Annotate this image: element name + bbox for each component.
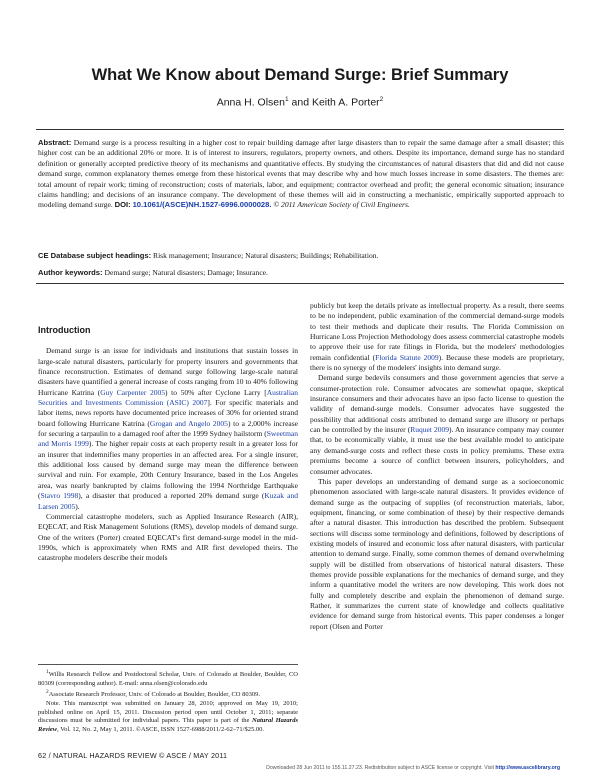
subject-headings-text: Risk management; Insurance; Natural disasters; Buildings; Rehabilitation.: [151, 251, 379, 260]
author-2: Keith A. Porter: [311, 96, 380, 109]
citation-link[interactable]: Florida Statute 2009: [375, 352, 439, 362]
citation-link[interactable]: Kuzak and Larsen 2005: [38, 491, 298, 511]
journal-footer: 62 / NATURAL HAZARDS REVIEW © ASCE / MAY 2011: [38, 751, 228, 760]
text-run: ). An insurance company may counter that, to be economically viable, it must use the best available model to anticipate any demand-surge costs and reflect these costs in policy premiums. These extra premiums become a source of conflict between insurers, policyholders, and consumer advocates.: [310, 425, 564, 476]
text-run: ) to 50% after Cyclone Larry [: [164, 387, 267, 397]
paper-title: What We Know about Demand Surge: Brief Summary: [91, 66, 509, 84]
introduction-heading: Introduction: [38, 325, 91, 335]
author-keywords-text: Demand surge; Natural disasters; Damage; Insurance.: [102, 268, 268, 277]
citation-link[interactable]: Sweetman and Morris 1999: [38, 429, 298, 449]
author-keywords-label: Author keywords:: [38, 268, 103, 277]
download-text: Downloaded 28 Jun 2011 to 155.11.27.23. Redistribution subject to ASCE license or copyright. Visit: [266, 765, 496, 771]
intro-paragraph-2: Commercial catastrophe modelers, such as Applied Insurance Research (AIR), EQECAT, and Risk Management Solutions (RMS), develop models of demand surge. One of the writers (Porter) created EQECAT's first demand-surge model in the mid-1990s, which is approximately when RMS and AIR first developed theirs. The catastrophe modelers describe their models: [38, 511, 298, 563]
author-line: [0, 96, 600, 109]
footnote-rule: [38, 664, 298, 665]
citation-link[interactable]: Grogan and Angelo 2005: [149, 418, 228, 428]
citation-link[interactable]: Guy Carpenter 2005: [100, 387, 165, 397]
manuscript-note: [38, 700, 298, 734]
author-keywords: [38, 268, 564, 277]
abstract-top-rule: [36, 129, 564, 130]
citation-link[interactable]: Australian Securities and Investments Commission (ASIC) 2007: [38, 387, 298, 408]
subject-headings: [38, 251, 564, 260]
note-text: Note. This manuscript was submitted on January 28, 2010; approved on May 19, 2010; published online on April 15, 2011. Discussion period open until October 1, 2011; separate discussions must be submitted for individual papers. This paper is part of the: [38, 700, 298, 725]
citation-link[interactable]: Stavro 1998: [40, 491, 79, 501]
author-1: Anna H. Olsen: [216, 96, 285, 109]
text-run: Demand surge is an issue for individuals and institutions that sustain losses in large-scale natural disasters, particularly for property insurers and governments that finance reconstruction. Estimates of demand surge following large-scale natural disasters have quantified a general increase of costs ranging from 10 to 40% following Hurricane Katrina (: [38, 346, 298, 397]
right-paragraph-3: This paper develops an understanding of demand surge as a socioeconomic phenomenon associated with large-scale natural disasters. It provides evidence of demand surge as the outpacing of supplies (of reconstruction materials, labor, equipment, financing, or some combination of these) by their respective demands after a natural disaster. This introduction has described the problem. Subsequent sections will discuss some terminology and definitions, followed by descriptions of existing models of insured and economic loss after natural disasters, with particular attention to demand surge. Finally, some common themes of demand overwhelming supply will be distilled from observations of historical natural disasters. These themes provide possible explanations for the mechanics of demand surge, and they inform a quantitative model the writers are now developing. This work does not fully and completely describe and explain the phenomenon of demand surge. Rather, it summarizes the current state of knowledge and collects qualitative evidence for demand surge from historical events. This paper condenses a longer report (Olsen and Porter: [310, 476, 564, 631]
doi-label: DOI:: [114, 200, 131, 210]
text-run: ). The higher repair costs at each property result in a greater loss for an insurer that indemnifies many properties in an affected area. For a single insurer, this additional loss caused by demand surge may mean the difference between survival and ruin. For example, 20th Century Insurance, based in the Los Angeles area, was nearly bankrupted by claims following the 1994 Northridge Earthquake (: [38, 439, 298, 501]
copyright-notice: © 2011 American Society of Civil Engineers.: [273, 200, 410, 210]
text-run: ), a disaster that produced a reported 20% demand surge (: [78, 491, 265, 501]
library-url[interactable]: http://www.ascelibrary.org: [495, 765, 560, 771]
author-2-footnote-mark: 2: [379, 96, 384, 103]
right-paragraph-2: [310, 373, 564, 476]
text-run: ). Because these models are proprietary, there is no synergy of the modelers' insights into demand surge.: [310, 352, 565, 373]
footnotes: [38, 668, 298, 734]
author-1-footnote-mark: 1: [284, 96, 289, 103]
footnote-1: [38, 668, 298, 688]
citation-link[interactable]: Ruquet 2009: [410, 425, 449, 435]
right-paragraph-1: [310, 301, 564, 373]
text-run: ).: [75, 501, 80, 511]
note-journal: Natural Hazards Review: [38, 717, 298, 733]
abstract: [38, 138, 564, 211]
intro-paragraph-1: [38, 346, 298, 512]
keywords-bottom-rule: [36, 283, 564, 284]
text-run: ]. For specific materials and labor items, news reports have documented price increases of 30% for oriented strand board following Hurricane Katrina (: [38, 398, 298, 428]
abstract-text: Demand surge is a process resulting in a higher cost to repair building damage after large disasters than to repair the same damage after a small disaster; this higher cost can be an additional 20% or more. It is of interest to insurers, regulators, property owners, and others. Despite its importance, demand surge has no standard definition or generally accepted predictive theory of its mechanisms and quantitative effects. By studying the circumstances of natural disasters that did and did not cause demand surge, common explanatory themes emerge from these historical events that may describe why and how much losses increase in some disasters. The themes are: total amount of repair work; timing of reconstruction; costs of materials, labor, and equipment; contractor overhead and profit; the general economic situation; insurance claims handling; and decisions of an insurance company. The development of these themes will aid in constructing a mechanistic, empirically supported approach to modeling demand surge.: [38, 138, 564, 210]
download-notice: [0, 765, 560, 771]
text-run: publicly but keep the details private as intellectual property. As a result, there seems to be no independent, public examination of the commercial demand-surge models to test their methods and duplicate their results. The Florida Commission on Hurricane Loss Projection Methodology does assess commercial catastrophe models to approve their use for rate filings in Florida, but the modelers' methodologies remain confidential (: [310, 301, 564, 362]
footnote-2: [38, 688, 298, 700]
right-column: [310, 301, 564, 632]
footnote-2-text: Associate Research Professor, Univ. of Colorado at Boulder, Boulder, CO 80309.: [48, 691, 260, 699]
text-run: Demand surge bedevils consumers and those government agencies that serve a consumer-protection role. Consumer advocates are somewhat opaque, skeptical insurance consumers and their advocates have an ipso facto license to question the validity of demand-surge models. Consumer advocates have suggested the possibility that additional costs attributed to demand surge are illusory or perhaps can be controlled by the insurer (: [310, 373, 564, 435]
note-text: , Vol. 12, No. 2, May 1, 2011. ©ASCE, ISSN 1527-6988/2011/2-62–71/$25.00.: [57, 725, 264, 733]
doi-link[interactable]: 10.1061/(ASCE)NH.1527-6996.0000028.: [132, 200, 272, 210]
abstract-label: Abstract:: [38, 138, 72, 147]
footnote-2-mark: 2: [46, 689, 49, 696]
left-column: [38, 325, 298, 564]
footnote-1-text: Willis Research Fellow and Postdoctoral Scholar, Univ. of Colorado at Boulder, Boulder, CO 80309 (corresponding author). E-mail: anna.olsen@colorado.edu: [38, 671, 298, 687]
text-run: ) to a 2,000% increase for securing a tarpaulin to a damaged roof after the 1999 Sydney hailstorm (: [38, 418, 298, 439]
footnote-1-mark: 1: [46, 669, 49, 675]
authors-conjunction: and: [288, 96, 312, 109]
subject-headings-label: CE Database subject headings:: [38, 251, 152, 260]
